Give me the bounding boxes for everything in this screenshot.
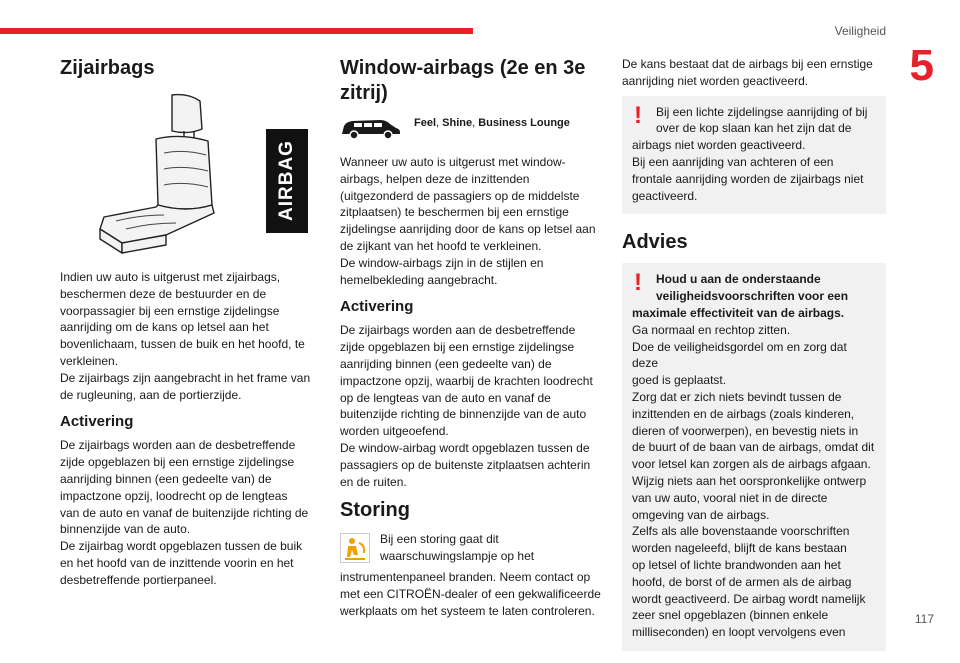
heading-window-airbags: Window-airbags (2e en 3e zitrij): [340, 57, 586, 104]
exclamation-icon: !: [634, 269, 642, 297]
heading-activering-window: Activering: [340, 298, 414, 316]
airbag-warning-light-icon: [340, 533, 370, 563]
storing-block: [340, 531, 602, 619]
version-list: Feel, Shine, Business Lounge: [414, 117, 570, 129]
heading-zijairbags: Zijairbags: [60, 57, 155, 79]
car-silhouette-icon: [340, 116, 402, 140]
column-side-airbags: [60, 56, 312, 593]
page-number: 117: [914, 612, 934, 626]
column-advice: [622, 56, 886, 663]
advice-heading: Houd u aan de onderstaande veiligheidsvoorschriften voor een: [656, 272, 849, 304]
advice-text: Ga normaal en rechtop zitten. Doe de veiligheidsgordel om en zorg dat deze goed is geplaatst. Zorg dat er zich niets bevindt tussen de inzittenden en de airbags (zoals kinderen, dieren of voorwerpen), en bevestig niets in de buurt of de baan van de airbags, omdat dit voor letsel kan zorgen als de airbags afgaan. Wijzig niets aan het oorspronkelijke ontwerp van uw auto, vooral niet in de directe omgeving van de airbags. Zelfs als alle bovenstaande voorschriften worden nageleefd, blijft de kans bestaan op letsel of lichte brandwonden aan het hoofd, de borst of de armen als de airbag wordt geactiveerd. De airbag wordt namelijk zeer snel opgeblazen (binnen enkele milliseconden) en loopt vervolgens even: [632, 322, 875, 640]
warning-text-cont: airbags niet worden geactiveerd. Bij een aanrijding van achteren of een frontale aanrijding worden de zijairbags niet geactiveerd.: [632, 138, 864, 203]
warning-text: Bij een lichte zijdelingse aanrijding of bij over de kop slaan kan het zijn dat de: [656, 104, 868, 136]
paragraph-window-airbags-activation: De zijairbags worden aan de desbetreffende zijde opgeblazen bij een ernstige zijdelingse aanrijding binnen (een gedeelte van) de impactzone opzij, waarbij de krachten loodrecht op de lengteas van de auto en vanaf de buitenzijde richting de binnenzijde van de auto worden uitgeoefend. De window-airbag wordt opgeblazen tussen de passagiers op de buitenste zitplaatsen achterin en de ruiten.: [340, 323, 593, 489]
exclamation-icon: !: [634, 101, 642, 129]
seat-figure: [60, 89, 312, 259]
warning-box-advice: [622, 263, 886, 651]
column-window-airbags: [340, 56, 602, 623]
top-accent-bar: [0, 28, 473, 34]
paragraph-storing: Bij een storing gaat dit waarschuwingslampje op het: [380, 532, 535, 564]
heading-storing: Storing: [340, 499, 410, 522]
section-name: Veiligheid: [834, 24, 886, 38]
paragraph-side-airbags-intro: Indien uw auto is uitgerust met zijairbags, beschermen deze de bestuurder en de voorpassagier bij een ernstige zijdelingse aanrijding om de kans op letsel aan het bovenlichaam, tussen de buik en het hoofd, te verkleinen. De zijairbags zijn aangebracht in het frame van de rugleuning, aan de portierzijde.: [60, 270, 311, 402]
advice-heading-cont: maximale effectiviteit van de airbags.: [632, 305, 845, 320]
heading-advies: Advies: [622, 231, 688, 254]
paragraph-window-airbags-intro: Wanneer uw auto is uitgerust met window- airbags, helpen deze de inzittenden (uitgezonderd de passagiers op de middelste zitplaatsen) te beschermen bij een ernstige zijdelingse aanrijding door de kans op letsel aan de zijkant van het hoofd te verkleinen. De window-airbags zijn in de stijlen en hemelbekleding aangebracht.: [340, 155, 596, 287]
chapter-number: 5: [909, 41, 934, 90]
paragraph-storing-cont: instrumentenpaneel branden. Neem contact op met een CITROËN-dealer of een gekwalificeerde werkplaats om het systeem te laten controleren.: [340, 569, 601, 618]
seat-airbag-illustration: [60, 89, 260, 259]
warning-box-no-activation: [622, 96, 886, 215]
airbag-label: AIRBAG: [266, 129, 308, 233]
paragraph-activation-caveat: De kans bestaat dat de airbags bij een ernstige aanrijding niet worden geactiveerd.: [622, 57, 873, 88]
heading-activering-side: Activering: [60, 413, 134, 431]
paragraph-side-airbags-activation: De zijairbags worden aan de desbetreffende zijde opgeblazen bij een ernstige zijdelingse aanrijding binnen (een gedeelte van) de impactzone opzij, loodrecht op de lengteas van de auto en vanaf de buitenzijde richting de binnenzijde van de auto. De zijairbag wordt opgeblazen tussen de buik en het hoofd van de inzittende voorin en het desbetreffende portierpaneel.: [60, 438, 309, 587]
version-row: [340, 114, 602, 140]
